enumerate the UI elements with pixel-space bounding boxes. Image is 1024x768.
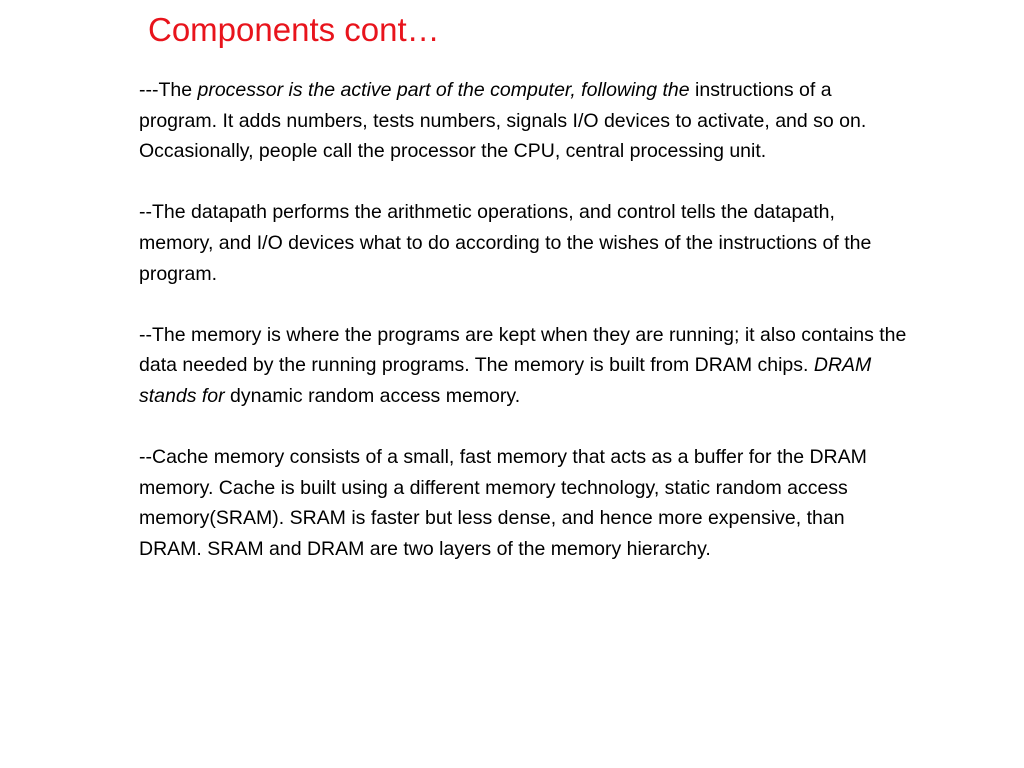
paragraph-processor-italic: processor is the active part of the computer, following the (197, 79, 690, 101)
paragraph-memory (139, 320, 909, 412)
paragraph-cache: --Cache memory consists of a small, fast memory that acts as a buffer for the DRAM memory. Cache is built using a different memory technology, static random access memory(SRAM). SRAM is faster but less dense, and hence more expensive, than DRAM. SRAM and DRAM are two layers of the memory hierarchy. (139, 446, 867, 560)
paragraph-processor-rest: instructions of a program. It adds numbers, tests numbers, signals I/O devices to activate, and so on. Occasionally, people call the processor the CPU, central processing unit. (139, 79, 867, 163)
paragraph-memory-before: --The memory is where the programs are kept when they are running; it also contains the data needed by the running programs. The memory is built from DRAM chips. (139, 323, 907, 377)
slide-body (139, 75, 909, 565)
slide-title: Components cont… (148, 11, 440, 48)
paragraph-processor-prefix: ---The (139, 79, 198, 101)
paragraph-processor (139, 75, 909, 167)
paragraph-datapath: --The datapath performs the arithmetic operations, and control tells the datapath, memory, and I/O devices what to do according to the wishes of the instructions of the program. (139, 201, 872, 285)
paragraph-memory-italic: DRAM stands for (139, 354, 872, 407)
paragraph-memory-after: dynamic random access memory. (224, 384, 521, 407)
